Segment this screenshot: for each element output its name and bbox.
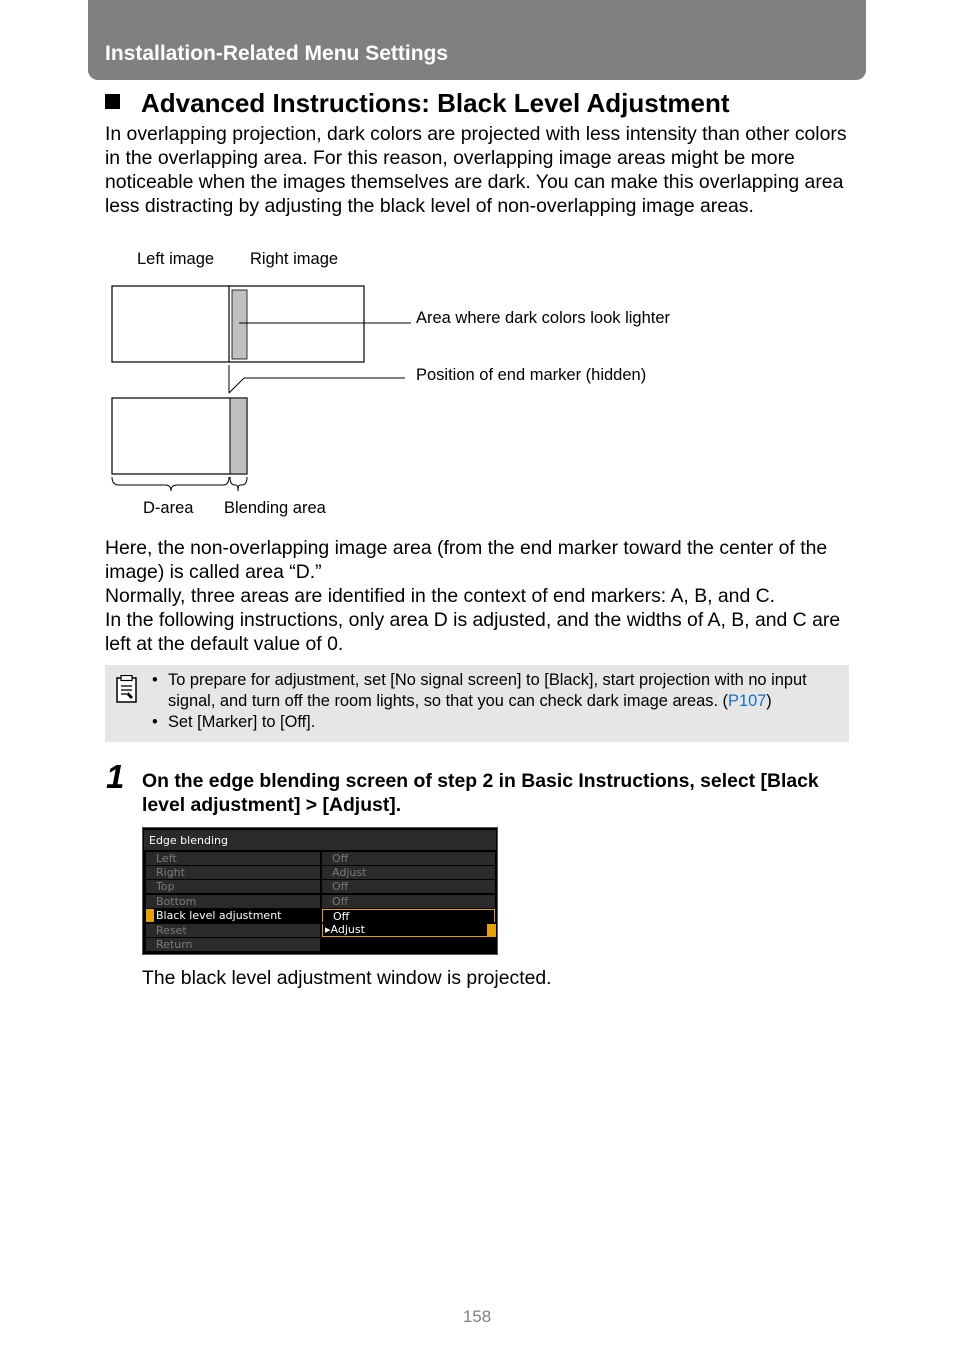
p107-link[interactable]: P107 <box>728 692 767 710</box>
menu-row-label: Bottom <box>146 895 320 908</box>
dropdown-option-adjust[interactable] <box>322 924 487 937</box>
header-bar <box>88 0 866 80</box>
menu-row-label: Reset <box>146 924 320 937</box>
dropdown-scrollbar[interactable] <box>487 924 496 937</box>
left-image-label: Left image <box>137 250 215 268</box>
menu-row-label: Return <box>146 938 320 951</box>
body-line-3: In the following instructions, only area D is adjusted, and the widths of A, B, and C are left at the default value of 0. <box>105 609 841 655</box>
body-line-1: Here, the non-overlapping image area (from the end marker toward the center of the image) is called area “D.” <box>105 537 828 583</box>
blending-area-brace <box>230 477 247 491</box>
edge-blending-menu <box>142 827 498 955</box>
section-title <box>105 88 730 119</box>
menu-row-value: Off <box>322 880 495 893</box>
note-box <box>105 665 849 742</box>
d-area-brace <box>112 477 229 491</box>
intro-paragraph: In overlapping projection, dark colors are projected with less intensity than other colors in the overlapping area. For this reason, overlapping image areas might be more noticeable when the images themselves are dark. You can make this overlapping area less distracting by adjusting the black level of non-overlapping image areas. <box>105 123 847 217</box>
overlap-diagram <box>105 245 705 530</box>
note-list <box>152 670 842 733</box>
d-area-label: D-area <box>143 499 194 517</box>
note-item-2: • Set [Marker] to [Off]. <box>152 712 842 733</box>
header-title: Installation-Related Menu Settings <box>105 42 449 65</box>
menu-title: Edge blending <box>144 830 496 850</box>
caret-right-icon: ▸ <box>325 923 331 936</box>
menu-row-bottom[interactable] <box>146 895 495 908</box>
step-text: On the edge blending screen of step 2 in Basic Instructions, select [Black level adjustment] > [Adjust]. <box>142 770 819 816</box>
menu-row-value: Off <box>322 895 495 908</box>
menu-row-label: Left <box>146 852 320 865</box>
menu-row-black-level-adjustment[interactable] <box>146 909 495 922</box>
memo-icon <box>116 675 138 703</box>
blending-strip <box>230 398 247 474</box>
menu-row-right[interactable] <box>146 866 495 879</box>
menu-row-value: Adjust <box>322 866 495 879</box>
d-area-frame <box>112 398 247 474</box>
menu-row-label: Right <box>146 866 320 879</box>
diagram-drawing <box>105 245 705 530</box>
left-image-frame <box>112 286 230 362</box>
square-bullet-icon <box>105 94 120 109</box>
menu-row-top[interactable] <box>146 880 495 893</box>
note-item-1 <box>152 670 842 712</box>
right-image-frame <box>229 286 364 362</box>
body-line-2: Normally, three areas are identified in the context of end markers: A, B, and C. <box>105 585 776 607</box>
menu-row-return[interactable] <box>146 938 495 951</box>
note-item-1-text: To prepare for adjustment, set [No signal screen] to [Black], start projection with no input signal, and turn off the room lights, so that you can check dark image areas. ( <box>168 671 807 710</box>
page-number: 158 <box>462 1307 492 1326</box>
note-item-1-end: ) <box>766 692 772 710</box>
blending-area-label: Blending area <box>224 499 326 517</box>
dropdown-option-label: Adjust <box>330 923 365 936</box>
overlap-area <box>232 290 247 359</box>
menu-row-left[interactable] <box>146 852 495 865</box>
menu-row-value: Off <box>322 852 495 865</box>
marker-leader-slant <box>229 378 244 393</box>
menu-row-label: Black level adjustment <box>146 909 320 922</box>
body-paragraph <box>105 536 853 656</box>
menu-row-value: Off <box>322 909 495 922</box>
marker-label: Position of end marker (hidden) <box>416 366 647 384</box>
area-label: Area where dark colors look lighter <box>416 309 671 327</box>
result-text: The black level adjustment window is projected. <box>142 967 552 989</box>
step-number: 1 <box>106 758 125 795</box>
right-image-label: Right image <box>250 250 339 268</box>
section-title-text: Advanced Instructions: Black Level Adjustment <box>141 88 730 118</box>
menu-row-label: Top <box>146 880 320 893</box>
